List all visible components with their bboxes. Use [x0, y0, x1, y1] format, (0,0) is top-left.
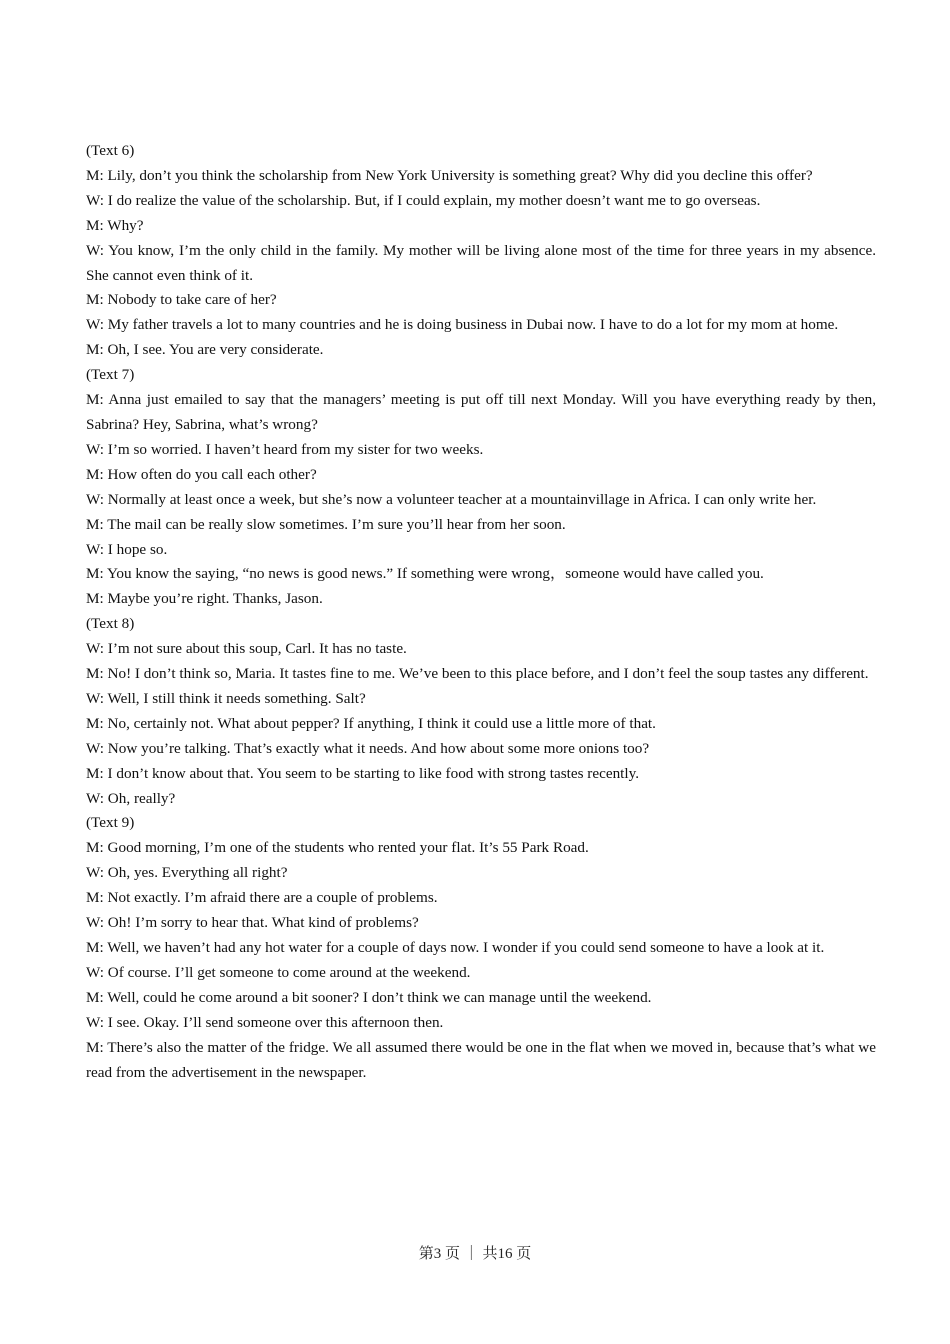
dialogue-line: M: Maybe you’re right. Thanks, Jason. — [86, 590, 323, 608]
dialogue-line: M: Not exactly. I’m afraid there are a couple of problems. — [86, 889, 438, 907]
dialogue-line: M: Why? — [86, 216, 144, 234]
dialogue-line: M: Anna just emailed to say that the managers’ meeting is put off till next Monday. Will you have everything ready by then, Sabrina? Hey, Sabrina, what’s wrong? — [86, 391, 876, 433]
dialogue-line: M: There’s also the matter of the fridge. We all assumed there would be one in the flat when we moved in, because that’s what we read from the advertisement in the newspaper. — [86, 1038, 876, 1081]
dialogue-line: W: You know, I’m the only child in the family. My mother will be living alone most of the time for three years in my absence. She cannot even think of it. — [86, 241, 876, 284]
dialogue-line: M: Well, could he come around a bit sooner? I don’t think we can manage until the weekend. — [86, 988, 652, 1006]
dialogue-line: W: Well, I still think it needs something. Salt? — [86, 689, 366, 707]
dialogue-line: M: Oh, I see. You are very considerate. — [86, 341, 324, 359]
dialogue-line: M: No, certainly not. What about pepper? If anything, I think it could use a little more of that. — [86, 714, 656, 732]
dialogue-line: W: Normally at least once a week, but she’s now a volunteer teacher at a mountainvillage in Africa. I can only write her. — [86, 490, 817, 508]
dialogue-line: M: Good morning, I’m one of the students who rented your flat. It’s 55 Park Road. — [86, 839, 589, 857]
section-heading-text-7: (Text 7) — [86, 366, 135, 384]
dialogue-line: M: No! I don’t think so, Maria. It tastes fine to me. We’ve been to this place before, and I don’t feel the soup tastes any different. — [86, 665, 869, 683]
section-heading-text-6: (Text 6) — [86, 142, 135, 159]
dialogue-line: M: Lily, don’t you think the scholarship from New York University is something great? Why did you decline this offer? — [86, 166, 813, 184]
dialogue-line: W: Of course. I’ll get someone to come around at the weekend. — [86, 963, 471, 981]
dialogue-line: W: I hope so. — [86, 540, 168, 558]
section-heading-text-8: (Text 8) — [86, 615, 135, 633]
dialogue-line: M: How often do you call each other? — [86, 465, 317, 483]
page-number-footer: 第3 页 ｜ 共16 页 — [418, 1246, 532, 1262]
page-body — [86, 139, 876, 1085]
dialogue-line: M: The mail can be really slow sometimes. I’m sure you’ll hear from her soon. — [86, 515, 566, 533]
dialogue-line: W: Oh, yes. Everything all right? — [86, 864, 288, 882]
dialogue-line: W: I do realize the value of the scholarship. But, if I could explain, my mother doesn’t want me to go overseas. — [86, 191, 761, 209]
dialogue-line: M: I don’t know about that. You seem to be starting to like food with strong tastes recently. — [86, 764, 640, 782]
dialogue-line: M: You know the saying, “no news is good news.” If something were wrong，someone would have called you. — [86, 565, 764, 583]
dialogue-line: W: Now you’re talking. That’s exactly what it needs. And how about some more onions too? — [86, 739, 650, 757]
dialogue-line: W: I’m not sure about this soup, Carl. It has no taste. — [86, 640, 407, 658]
dialogue-line: W: Oh! I’m sorry to hear that. What kind of problems? — [86, 914, 419, 932]
dialogue-line: M: Well, we haven’t had any hot water for a couple of days now. I wonder if you could send someone to have a look at it. — [86, 939, 825, 956]
dialogue-line: W: I see. Okay. I’ll send someone over this afternoon then. — [86, 1013, 444, 1031]
dialogue-line: W: Oh, really? — [86, 789, 176, 807]
dialogue-line: M: Nobody to take care of her? — [86, 291, 277, 309]
dialogue-line: W: My father travels a lot to many countries and he is doing business in Dubai now. I have to do a lot for my mom at home. — [86, 316, 839, 334]
section-heading-text-9: (Text 9) — [86, 814, 135, 832]
dialogue-line: W: I’m so worried. I haven’t heard from my sister for two weeks. — [86, 440, 484, 458]
